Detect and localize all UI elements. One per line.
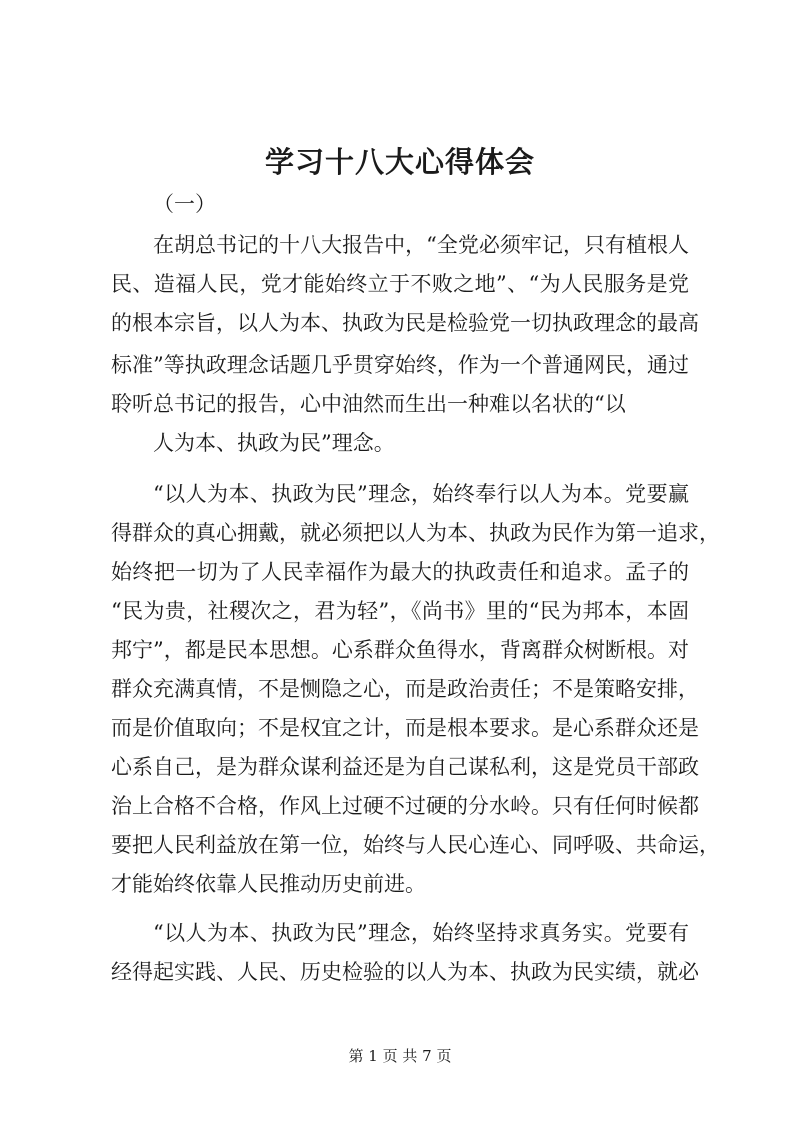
paragraph-1-line-2: 民、造福人民，党才能始终立于不败之地”、“为人民服务是党	[111, 272, 689, 296]
paragraph-1-line-1: 在胡总书记的十八大报告中，“全党必须牢记，只有植根人	[153, 233, 689, 257]
paragraph-1-line-4: 标准”等执政理念话题几乎贯穿始终，作为一个普通网民，通过	[111, 353, 689, 377]
paragraph-3-line-8: 心系自己，是为群众谋利益还是为自己谋私利，这是党员干部政	[111, 755, 699, 779]
paragraph-4-line-1: “以人为本、执政为民”理念，始终坚持求真务实。党要有	[153, 921, 689, 945]
paragraph-3-line-5: 邦宁”，都是民本思想。心系群众鱼得水，背离群众树断根。对	[111, 638, 689, 662]
paragraph-1-line-5: 聆听总书记的报告，心中油然而生出一种难以名状的“以	[111, 392, 626, 416]
page-indicator: 第 1 页 共 7 页	[348, 1047, 452, 1065]
paragraph-4-line-2: 经得起实践、人民、历史检验的以人为本、执政为民实绩，就必	[111, 960, 699, 984]
paragraph-3-line-1: “以人为本、执政为民”理念，始终奉行以人为本。党要赢	[153, 482, 689, 506]
document-title: 学习十八大心得体会	[264, 145, 535, 179]
paragraph-3-line-11: 才能始终依靠人民推动历史前进。	[111, 872, 426, 896]
paragraph-3-line-10: 要把人民利益放在第一位，始终与人民心连心、同呼吸、共命运，	[111, 833, 720, 857]
section-marker: （一）	[153, 192, 216, 216]
paragraph-3-line-4: “民为贵，社稷次之，君为轻”，《尚书》里的“民为邦本，本固	[111, 599, 689, 623]
paragraph-3-line-9: 治上合格不合格，作风上过硬不过硬的分水岭。只有任何时候都	[111, 794, 699, 818]
paragraph-2-line-1: 人为本、执政为民”理念。	[153, 431, 395, 455]
paragraph-3-line-7: 而是价值取向；不是权宜之计，而是根本要求。是心系群众还是	[111, 716, 699, 740]
paragraph-3-line-6: 群众充满真情，不是恻隐之心，而是政治责任；不是策略安排，	[111, 677, 699, 701]
paragraph-3-line-2: 得群众的真心拥戴，就必须把以人为本、执政为民作为第一追求，	[111, 521, 720, 545]
paragraph-1-line-3: 的根本宗旨，以人为本、执政为民是检验党一切执政理念的最高	[111, 311, 699, 335]
paragraph-3-line-3: 始终把一切为了人民幸福作为最大的执政责任和追求。孟子的	[111, 560, 689, 584]
